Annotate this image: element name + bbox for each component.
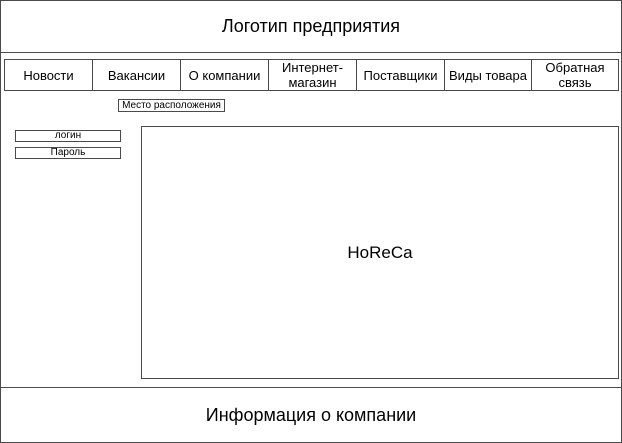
location-link[interactable] [118, 99, 225, 112]
nav-item-label: Интернет-магазин [281, 60, 344, 90]
nav-item-label: О компании [188, 67, 261, 83]
logo-label: Логотип предприятия [221, 16, 401, 36]
nav-item-label: Новости [23, 67, 74, 83]
nav-item-label: Обратная связь [545, 60, 605, 90]
nav-item-about[interactable] [181, 60, 269, 90]
nav-item-news[interactable] [5, 60, 93, 90]
footer-info-label: Информация о компании [205, 404, 417, 425]
logo-area[interactable] [1, 1, 621, 53]
location-label: Место расположения [122, 100, 221, 111]
main-content-area [141, 126, 619, 379]
nav-item-label: Поставщики [363, 67, 438, 83]
footer [1, 387, 621, 442]
nav-item-label: Вакансии [107, 67, 166, 83]
nav-item-shop[interactable] [269, 60, 357, 90]
nav-item-vacancies[interactable] [93, 60, 181, 90]
password-label: Пароль [50, 147, 86, 158]
nav-item-suppliers[interactable] [357, 60, 445, 90]
login-field[interactable] [15, 130, 121, 142]
nav-menu [4, 59, 619, 91]
nav-item-label: Виды товара [449, 67, 527, 83]
main-content-label: HoReCa [347, 242, 413, 262]
nav-item-feedback[interactable] [532, 60, 618, 90]
password-field[interactable] [15, 147, 121, 159]
nav-item-product-types[interactable] [445, 60, 532, 90]
login-label: логин [54, 130, 82, 141]
